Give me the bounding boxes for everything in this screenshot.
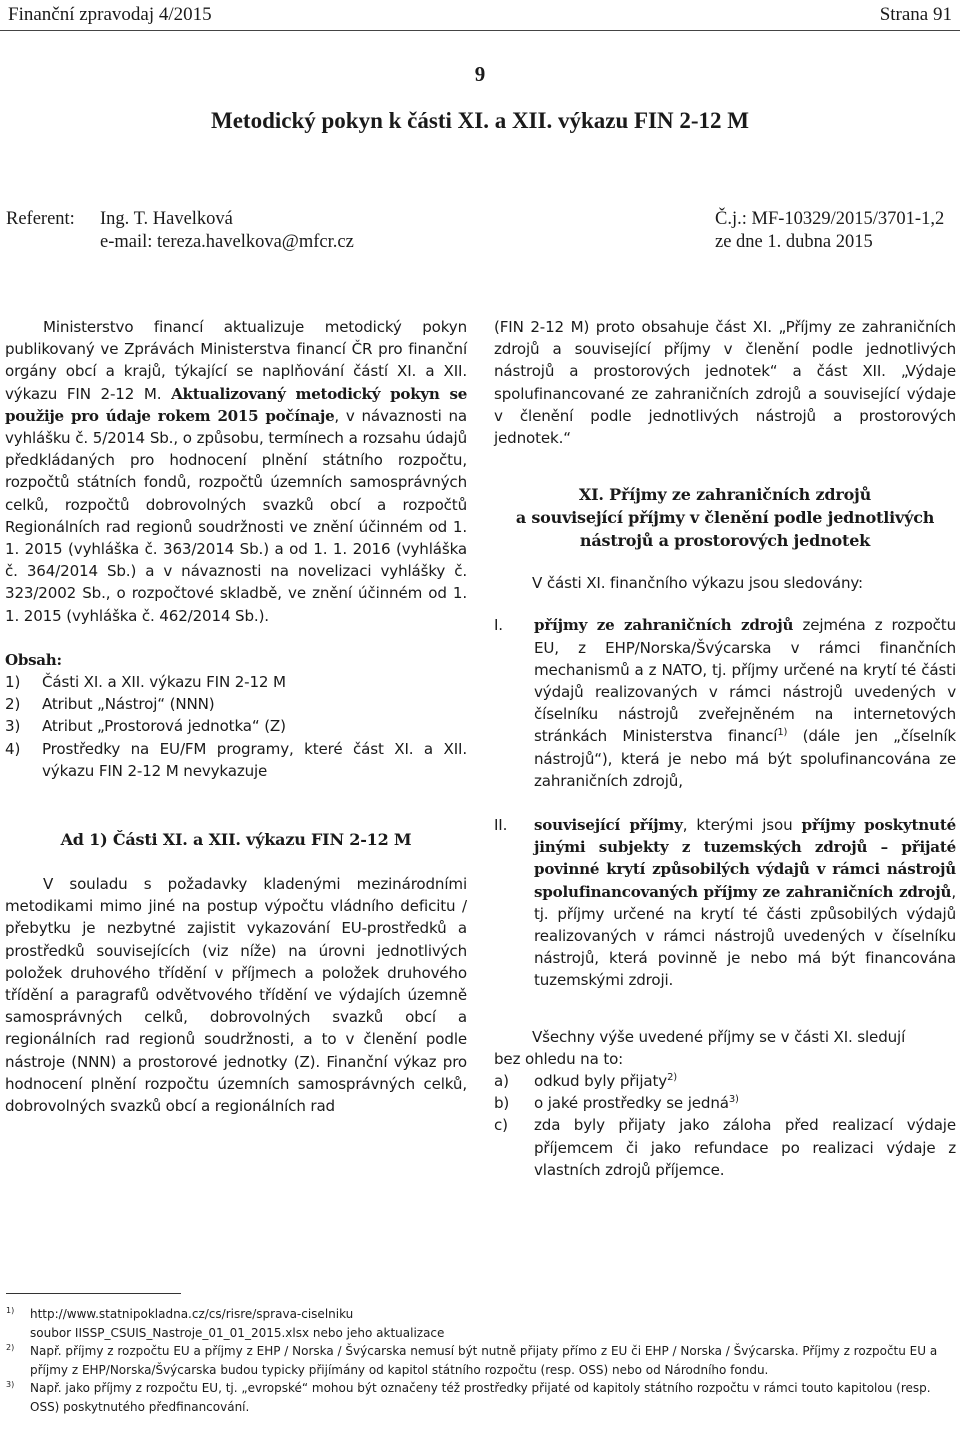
contents-list (5, 671, 467, 782)
footnote-number-label: 2) (6, 1343, 15, 1352)
ad1-paragraph: V souladu s požadavky kladenými mezinárodními metodikami mimo jiné na postup výpočtu vládního deficitu / přebytku je nezbytné zajistit vykazování EU-prostředků a prostředků souvisejících (viz níže) na úrovni jednotlivých položek druhového třídění v příjmech a položek druhového třídění a paragrafů odvětvového třídění ve výdajích územně samosprávných celků, dobrovolných svazků obcí a regionálních rad regionů soudržnosti, a to v členění podle nástroje (NNN) a prostorové jednotky (Z). Finanční výkaz pro hodnocení plnění rozpočtu územních samosprávných celků, dobrovolných svazků obcí a regionálních rad (5, 875, 467, 1116)
list-item-text-b: (dále jen „číselník nástrojů“), která je nebo má být spolufinancována ze zahraničních zdrojů, (534, 727, 956, 790)
contents-item-text: Atribut „Prostorová jednotka“ (Z) (42, 717, 286, 736)
conditions-list (494, 1070, 956, 1181)
footnote (0, 1379, 960, 1416)
contents-item-number: 1) (5, 673, 21, 692)
intro-text-bold: Aktualizovaný metodický pokyn se použije pro údaje rokem 2015 počínaje (5, 384, 467, 425)
footnote-ref: 1) (777, 727, 788, 739)
list-item-text-b: , tj. příjmy určené na krytí té části způsobilých výdajů realizovaných v rámci nástrojů uvedených v číselníku nástrojů, která povinně je nebo má být financována tuzemskými zdroji. (534, 882, 956, 990)
footnote-number-label: 1) (6, 1306, 15, 1315)
section-heading-line: XI. Příjmy ze zahraničních zdrojů (578, 485, 872, 505)
contents-item-text: Atribut „Nástroj“ (NNN) (42, 695, 215, 714)
all-income-line: Všechny výše uvedené příjmy se v části XI. sledují (532, 1027, 906, 1046)
footnote-number (0, 1305, 30, 1342)
footnote-number (0, 1379, 30, 1416)
monitored-intro: V části XI. finančního výkazu jsou sledovány: (532, 574, 863, 593)
footnote-link[interactable]: http://www.statnipokladna.cz/cs/risre/sprava-ciselniku (30, 1307, 354, 1321)
footnote-ref: 2) (667, 1072, 678, 1084)
referent-name: Ing. T. Havelková (100, 209, 233, 229)
footnote-text (30, 1305, 960, 1342)
list-item-ii (494, 814, 956, 992)
journal-title: Finanční zpravodaj 4/2015 (8, 4, 212, 25)
footnotes (0, 1305, 960, 1416)
contents-item-number: 3) (5, 717, 21, 736)
list-item-bold: příjmy poskytnuté jinými subjekty z tuzemských zdrojů – přijaté povinné krytí způsobilých výdajů v rámci nástrojů spolufinancovaných příjmy ze zahraničních zdrojů (534, 816, 956, 901)
intro-paragraph (5, 316, 467, 627)
referent-email: e-mail: tereza.havelkova@mfcr.cz (100, 232, 354, 252)
conditions-item-text (534, 1070, 956, 1092)
list-item-text (534, 814, 956, 992)
contents-item (5, 738, 467, 782)
section-heading-xi (494, 483, 956, 552)
contents-item-text: Prostředky na EU/FM programy, které část XI. a XII. výkazu FIN 2-12 M nevykazuje (42, 739, 467, 780)
contents-item-number: 4) (5, 739, 21, 758)
conditions-text: zda byly přijaty jako záloha před realizací výdaje příjemcem či jako refundace po realizaci výdaje z vlastních zdrojů příjemce. (534, 1116, 956, 1179)
footnote (0, 1342, 960, 1379)
conditions-item (494, 1114, 956, 1181)
conditions-item-text (534, 1092, 956, 1114)
contents-item-number: 2) (5, 695, 21, 714)
conditions-item-letter: c) (494, 1116, 508, 1135)
footnote-ref: 3) (728, 1094, 739, 1106)
footnote-text-line: soubor IISSP_CSUIS_Nastroje_01_01_2015.xlsx nebo jeho aktualizace (30, 1325, 445, 1340)
conditions-text: o jaké prostředky se jedná (534, 1094, 729, 1113)
contents-item (5, 671, 467, 693)
continuation-paragraph: (FIN 2-12 M) proto obsahuje část XI. „Příjmy ze zahraničních zdrojů a související příjmy v členění podle jednotlivých nástrojů a prostorových jednotek“ a část XII. „Výdaje spolufinancované ze zahraničních zdrojů a související výdaje v členění podle jednotlivých nástrojů a prostorových jednotek.“ (494, 318, 956, 448)
footnote-rule (6, 1293, 181, 1294)
section-heading-line: a související příjmy v členění podle jednotlivých (515, 508, 935, 528)
conditions-text: odkud byly přijaty (534, 1072, 668, 1091)
section-heading-ad1: Ad 1) Části XI. a XII. výkazu FIN 2-12 M (60, 830, 412, 850)
conditions-item-letter: b) (494, 1094, 510, 1113)
contents-heading: Obsah: (5, 650, 62, 669)
referent-label: Referent: (6, 209, 75, 229)
section-heading-line: nástrojů a prostorových jednotek (579, 531, 871, 551)
document-number: 9 (474, 62, 486, 86)
all-income-line-2: bez ohledu na to: (494, 1049, 624, 1068)
list-item-text-a: zejména z rozpočtu EU, z EHP/Norska/Švýcarska v rámci finančních mechanismů a z NATO, tj. příjmy určené na krytí té části výdajů realizovaných v rámci nástrojů uvedených v číselníku nástrojů zveřejněném na internetových stránkách Ministerstva financí (534, 616, 956, 746)
intro-text-b: , v návaznosti na vyhlášku č. 5/2014 Sb., o způsobu, termínech a rozsahu údajů předkládaných pro hodnocení plnění státního rozpočtu, rozpočtů státních fondů, rozpočtů územních samosprávných celků, rozpočtů dobrovolných svazků obcí a rozpočtů Regionálních rad regionů soudržnosti ve znění účinném od 1. 1. 2015 (vyhláška č. 363/2014 Sb.) a od 1. 1. 2016 (vyhláška č. 364/2014 Sb.) a v návaznosti na novelizaci vyhlášky č. 323/2002 Sb., o rozpočtové skladbě, ve znění účinném od 1. 1. 2015 (vyhláška č. 462/2014 Sb.). (5, 406, 467, 625)
right-column (494, 316, 956, 1181)
document-title: Metodický pokyn k části XI. a XII. výkazu FIN 2-12 M (211, 108, 749, 133)
footnote-text: Např. příjmy z rozpočtu EU a příjmy z EHP / Norska / Švýcarska nemusí být nutně přijaty přímo z EU či EHP / Norska / Švýcarska. Příjmy z rozpočtu EU a příjmy z EHP/Norska/Švýcarska budou typicky přijímány od kapitol státního rozpočtu (resp. OSS) nebo od Národního fondu. (30, 1344, 938, 1377)
contents-item (5, 715, 467, 737)
list-item-bold: související příjmy (534, 816, 683, 835)
conditions-item (494, 1070, 956, 1092)
header-rule (0, 30, 960, 31)
left-column (5, 316, 467, 1117)
list-item-text (534, 614, 956, 792)
conditions-item-text (534, 1114, 956, 1181)
page-number: Strana 91 (879, 4, 952, 25)
footnote-text: Např. jako příjmy z rozpočtu EU, tj. „evropské“ mohou být označeny též prostředky přijaté od kapitoly státního rozpočtu v rámci touto kapitolou (resp. OSS) poskytnutého předfinancování. (30, 1381, 931, 1414)
list-item-i (494, 614, 956, 792)
document-date: ze dne 1. dubna 2015 (715, 232, 873, 252)
contents-item-text: Části XI. a XII. výkazu FIN 2-12 M (42, 673, 286, 692)
conditions-item-letter: a) (494, 1072, 509, 1091)
footnote-number-label: 3) (6, 1380, 15, 1389)
list-item-number: II. (494, 816, 508, 835)
list-item-text-a: , kterými jsou (682, 816, 802, 835)
intro-text-a: Ministerstvo financí aktualizuje metodický pokyn publikovaný ve Zprávách Ministerstva financí ČR pro finanční orgány obcí a krajů, týkající se naplňování částí XI. a XII. výkazu FIN 2-12 M. (5, 318, 467, 403)
contents-item (5, 693, 467, 715)
reference-number: Č.j.: MF-10329/2015/3701-1,2 (715, 209, 945, 229)
list-item-number: I. (494, 616, 503, 635)
list-item-bold: příjmy ze zahraničních zdrojů (534, 616, 794, 635)
footnote-number (0, 1342, 30, 1379)
footnote (0, 1305, 960, 1342)
conditions-item (494, 1092, 956, 1114)
